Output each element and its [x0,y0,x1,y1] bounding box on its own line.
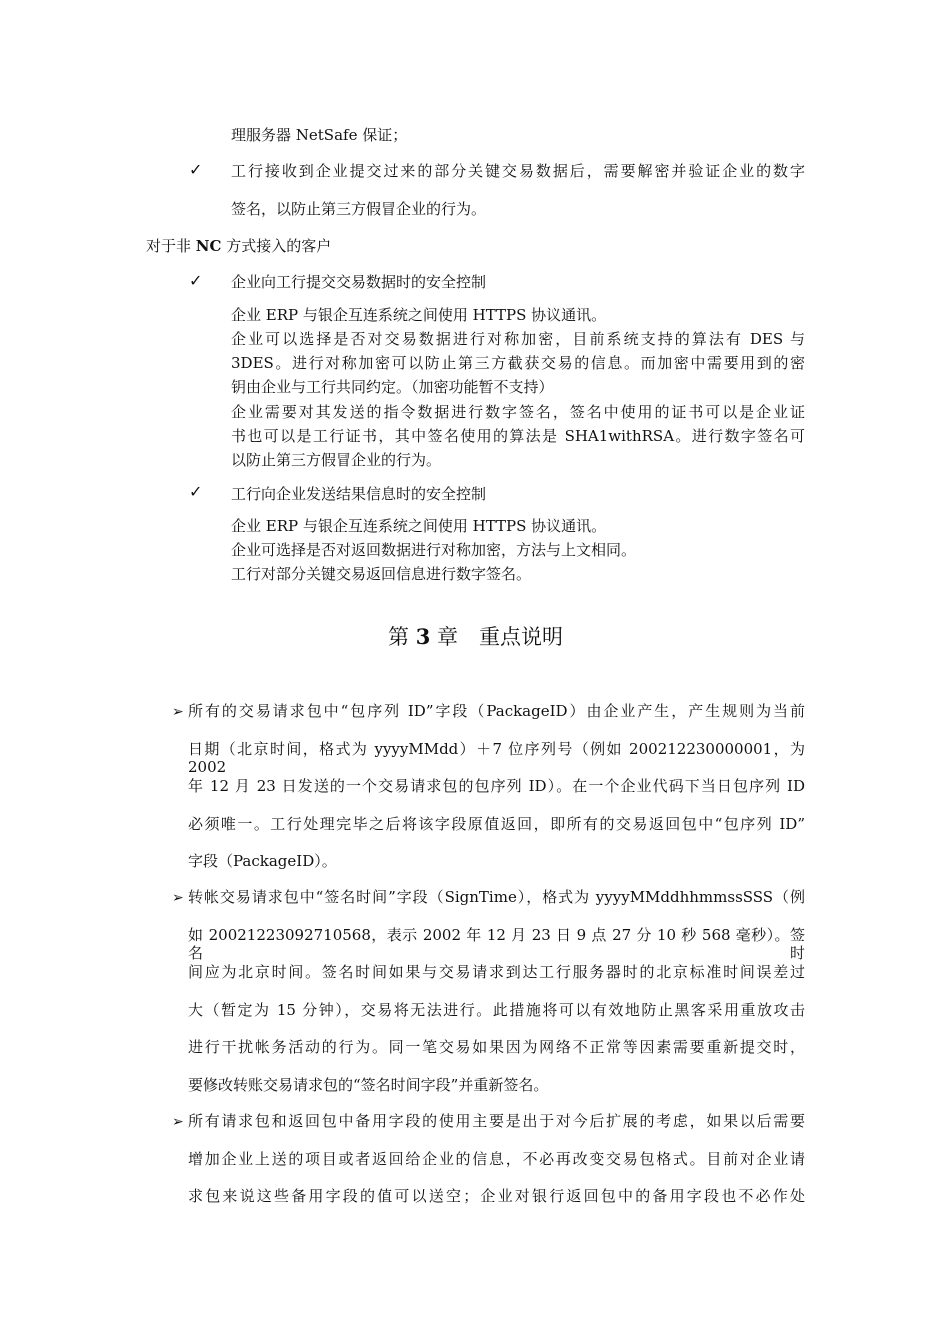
bullet2-line-5: 进行干扰帐务活动的行为。同一笔交易如果因为网络不正常等因素需要重新提交时， [188,1038,805,1056]
chapter-prefix: 第 [388,625,416,649]
bullet1-line-3: 年 12 月 23 日发送的一个交易请求包的包序列 ID）。在一个企业代码下当日包序列 ID [188,777,805,795]
bullet2-line-6: 要修改转账交易请求包的“签名时间字段”并重新签名。 [188,1076,549,1094]
bullet2-line-4: 大（暂定为 15 分钟），交易将无法进行。此措施将可以有效地防止黑客采用重放攻击 [188,1001,805,1019]
item1-line-1: 工行接收到企业提交过来的部分关键交易数据后，需要解密并验证企业的数字 [231,162,805,180]
bullet1-line-1: 所有的交易请求包中“包序列 ID”字段（PackageID）由企业产生，产生规则为当前 [188,702,805,720]
sec2-line-2: 企业可选择是否对返回数据进行对称加密，方法与上文相同。 [231,541,637,559]
arrow-bullet-icon: ➢ [172,704,184,720]
check-icon: ✓ [189,482,203,501]
bullet1-line-5: 字段（PackageID）。 [188,852,337,870]
bullet2-line-1: 转帐交易请求包中“签名时间”字段（SignTime），格式为 yyyyMMddhhmmssSSS（例 [188,888,805,906]
arrow-bullet-icon: ➢ [172,1114,184,1130]
sec1-line-1: 企业 ERP 与银企互连系统之间使用 HTTPS 协议通讯。 [231,306,607,324]
sec1-line-6: 书也可以是工行证书，其中签名使用的算法是 SHA1withRSA。进行数字签名可 [231,427,805,445]
sec1-line-7: 以防止第三方假冒企业的行为。 [231,451,442,469]
arrow-bullet-icon: ➢ [172,890,184,906]
bullet3-line-1: 所有请求包和返回包中备用字段的使用主要是出于对今后扩展的考虑，如果以后需要 [188,1112,805,1130]
check-icon: ✓ [189,160,203,179]
check-icon: ✓ [189,271,203,290]
non-nc-heading [146,237,331,255]
sec1-line-3: 3DES。进行对称加密可以防止第三方截获交易的信息。而加密中需要用到的密 [231,354,805,372]
sec2-line-3: 工行对部分关键交易返回信息进行数字签名。 [231,565,532,583]
non-nc-prefix: 对于非 [146,237,196,255]
item1-line-2: 签名，以防止第三方假冒企业的行为。 [231,200,487,218]
sec2-title: 工行向企业发送结果信息时的安全控制 [231,485,487,503]
chapter-number: 3 [415,624,431,649]
sec1-line-2: 企业可以选择是否对交易数据进行对称加密，目前系统支持的算法有 DES 与 [231,330,805,348]
bullet2-line-3: 间应为北京时间。签名时间如果与交易请求到达工行服务器时的北京标准时间误差过 [188,963,805,981]
sec1-line-4: 钥由企业与工行共同约定。（加密功能暂不支持） [231,378,554,396]
non-nc-suffix: 方式接入的客户 [221,237,332,255]
sec1-title: 企业向工行提交交易数据时的安全控制 [231,273,487,291]
bullet3-line-3: 求包来说这些备用字段的值可以送空；企业对银行返回包中的备用字段也不必作处 [188,1187,805,1205]
bullet3-line-2: 增加企业上送的项目或者返回给企业的信息，不必再改变交易包格式。目前对企业请 [188,1150,805,1168]
bullet1-line-2: 日期（北京时间，格式为 yyyyMMdd）＋7 位序列号（例如 200212230000001，为 2002 [188,740,805,776]
bullet1-line-4: 必须唯一。工行处理完毕之后将该字段原值返回，即所有的交易返回包中“包序列 ID” [188,815,805,833]
non-nc-bold: NC [195,237,222,255]
chapter-heading [388,624,563,650]
chapter-title: 章 重点说明 [430,625,563,649]
bullet2-line-2: 如 20021223092710568，表示 2002 年 12 月 23 日 9 点 27 分 10 秒 568 毫秒）。签名时 [188,926,805,962]
continuation-line: 理服务器 NetSafe 保证； [231,126,408,144]
sec1-line-5: 企业需要对其发送的指令数据进行数字签名，签名中使用的证书可以是企业证 [231,403,805,421]
sec2-line-1: 企业 ERP 与银企互连系统之间使用 HTTPS 协议通讯。 [231,517,607,535]
